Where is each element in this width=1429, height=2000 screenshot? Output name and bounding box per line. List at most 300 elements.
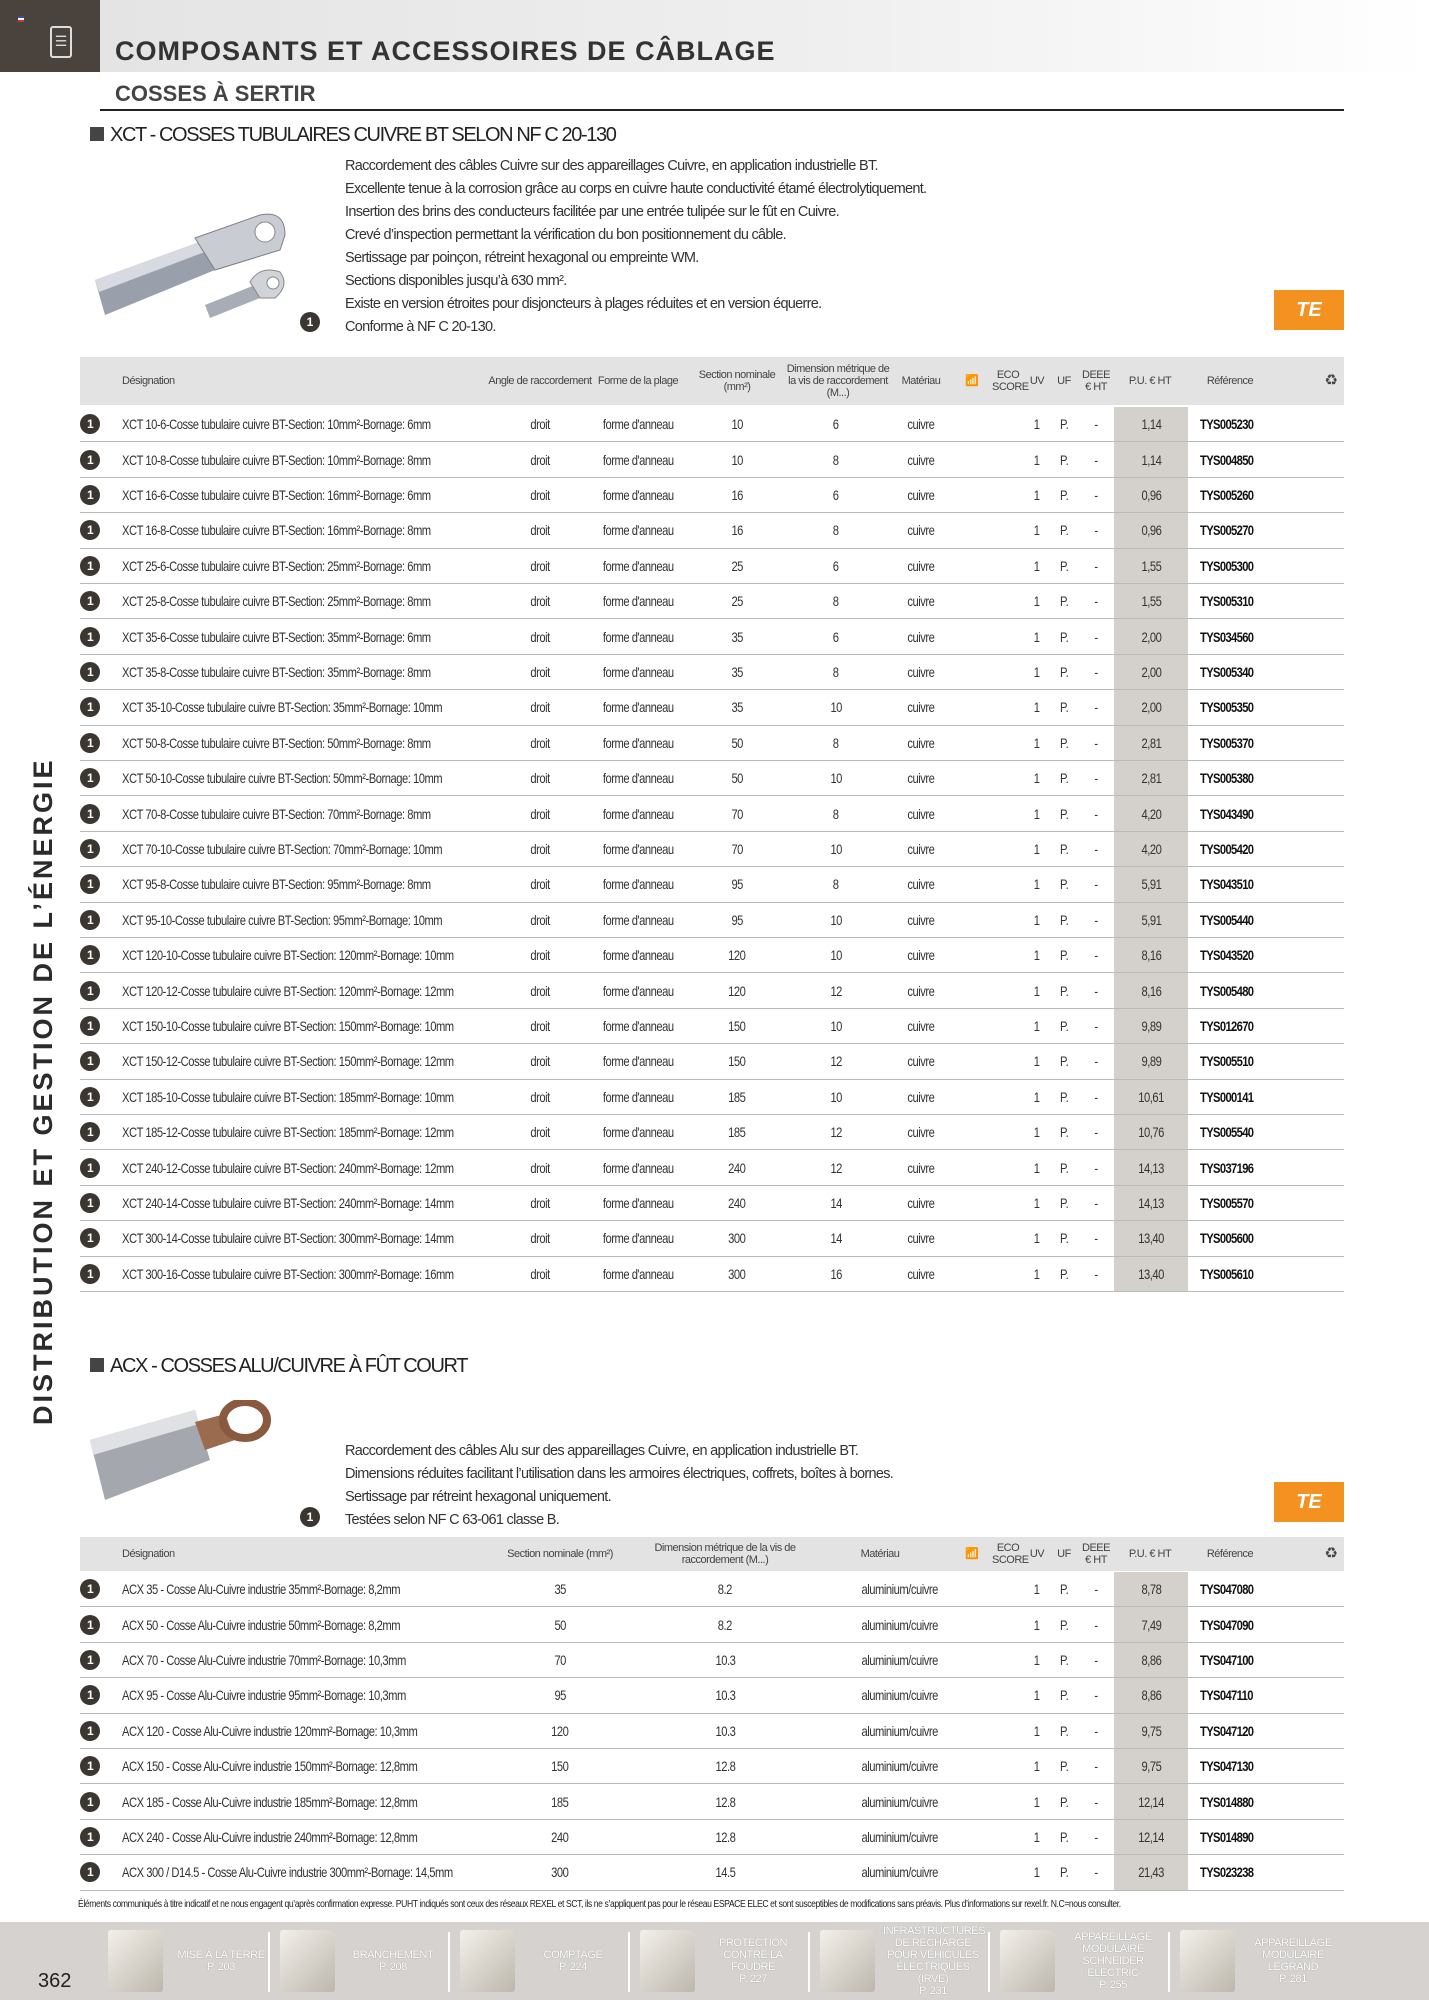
footer-link[interactable] — [108, 1926, 271, 1996]
table-row[interactable] — [80, 1080, 1344, 1115]
forme-cell — [595, 1257, 681, 1291]
price-cell — [1114, 655, 1188, 689]
reference[interactable]: TYS005310 — [1200, 593, 1254, 610]
table-row[interactable] — [80, 690, 1344, 725]
reference[interactable]: TYS005570 — [1200, 1194, 1254, 1211]
dimension-cell — [784, 973, 888, 1007]
deee-cell — [1081, 903, 1111, 937]
footer-link[interactable] — [820, 1925, 986, 1997]
forme: forme d'anneau — [602, 593, 674, 610]
table-row[interactable] — [80, 1820, 1344, 1855]
dimension: 10 — [830, 699, 842, 716]
angle: droit — [530, 947, 550, 964]
reference[interactable]: TYS014890 — [1200, 1828, 1254, 1845]
reference[interactable]: TYS005440 — [1200, 911, 1254, 928]
reference-cell[interactable] — [1200, 1186, 1320, 1220]
forme: forme d'anneau — [602, 663, 674, 680]
reference-cell[interactable] — [1200, 796, 1320, 830]
angle: droit — [530, 663, 550, 680]
dimension-cell — [645, 1714, 805, 1748]
section: 70 — [554, 1651, 566, 1668]
angle: droit — [530, 1088, 550, 1105]
page-subtitle: COSSES À SERTIR — [115, 81, 316, 106]
table-row[interactable] — [80, 1784, 1344, 1819]
reference[interactable]: TYS047100 — [1200, 1651, 1254, 1668]
deee: - — [1094, 1864, 1098, 1881]
price: 0,96 — [1141, 522, 1161, 539]
footer-link-page: P. 281 — [1279, 1973, 1307, 1985]
materiau: cuivre — [907, 734, 935, 751]
section: 185 — [551, 1793, 569, 1810]
reference[interactable]: TYS047120 — [1200, 1722, 1254, 1739]
table-row[interactable] — [80, 1855, 1344, 1890]
page-title: COMPOSANTS ET ACCESSOIRES DE CÂBLAGE — [115, 36, 776, 66]
price: 2,00 — [1141, 699, 1161, 716]
acx-title-text: ACX - COSSES ALU/CUIVRE À FÛT COURT — [110, 1355, 468, 1377]
reference[interactable]: TYS005540 — [1200, 1124, 1254, 1141]
angle: droit — [530, 628, 550, 645]
row-badge — [80, 1044, 100, 1078]
reference[interactable]: TYS047110 — [1200, 1687, 1253, 1704]
materiau-cell — [895, 973, 947, 1007]
reference-cell[interactable] — [1200, 1009, 1320, 1043]
forme: forme d'anneau — [602, 451, 674, 468]
footer-link[interactable] — [460, 1926, 623, 1996]
price: 14,13 — [1138, 1159, 1164, 1176]
designation-cell — [122, 1607, 482, 1641]
designation: XCT 35-10-Cosse tubulaire cuivre BT-Section: 35mm²-Bornage: 10mm — [122, 699, 443, 716]
reference-cell[interactable] — [1200, 1115, 1320, 1149]
reference[interactable]: TYS005270 — [1200, 522, 1254, 539]
uf: P. — [1059, 1017, 1069, 1034]
dimension: 8 — [833, 522, 839, 539]
materiau-cell — [895, 478, 947, 512]
dimension-cell — [645, 1820, 805, 1854]
angle-cell — [500, 549, 580, 583]
footer-thumbnail — [280, 1930, 335, 1992]
reference[interactable]: TYS014880 — [1200, 1793, 1254, 1810]
table-row[interactable] — [80, 442, 1344, 477]
designation-cell — [122, 726, 482, 760]
section: 300 — [728, 1265, 746, 1282]
angle-cell — [500, 867, 580, 901]
reference[interactable]: TYS005510 — [1200, 1053, 1254, 1070]
price: 1,55 — [1141, 557, 1161, 574]
angle-cell — [500, 761, 580, 795]
reference[interactable]: TYS034560 — [1200, 628, 1254, 645]
angle-cell — [500, 1044, 580, 1078]
reference[interactable]: TYS023238 — [1200, 1864, 1254, 1881]
price: 4,20 — [1141, 840, 1161, 857]
price-cell — [1114, 867, 1188, 901]
table-row[interactable] — [80, 619, 1344, 654]
uv: 1 — [1034, 699, 1040, 716]
dimension: 16 — [830, 1265, 842, 1282]
reference[interactable]: TYS005230 — [1200, 416, 1254, 433]
footer-link-title: INFRASTRUCTURES DE RECHARGE POUR VÉHICULES ÉLECTRIQUES (IRVE) — [883, 1925, 986, 1985]
row-badge — [80, 1749, 100, 1783]
designation: XCT 25-8-Cosse tubulaire cuivre BT-Section: 25mm²-Bornage: 8mm — [122, 593, 431, 610]
reference-cell[interactable] — [1200, 407, 1320, 441]
price-cell — [1114, 619, 1188, 653]
description-line: Sections disponibles jusqu’à 630 mm². — [345, 273, 567, 289]
col-eco: ECO SCORE — [992, 1542, 1029, 1566]
reference[interactable]: TYS005380 — [1200, 770, 1254, 787]
reference-cell[interactable] — [1200, 655, 1320, 689]
forme-cell — [595, 442, 681, 476]
row-badge — [80, 690, 100, 724]
dimension-cell — [784, 690, 888, 724]
deee-cell — [1081, 832, 1111, 866]
table-row[interactable] — [80, 1643, 1344, 1678]
row-badge — [80, 619, 100, 653]
materiau: aluminium/cuivre — [861, 1581, 939, 1598]
row-badge — [80, 1080, 100, 1114]
price: 13,40 — [1138, 1265, 1164, 1282]
deee: - — [1094, 1581, 1098, 1598]
reference-cell[interactable] — [1200, 1749, 1320, 1783]
reference[interactable]: TYS005610 — [1200, 1265, 1254, 1282]
forme: forme d'anneau — [602, 911, 674, 928]
row-badge — [80, 478, 100, 512]
reference-cell[interactable] — [1200, 1257, 1320, 1291]
deee-cell — [1081, 407, 1111, 441]
reference[interactable]: TYS037196 — [1200, 1159, 1254, 1176]
section-cell — [697, 1044, 777, 1078]
reference-cell[interactable] — [1200, 549, 1320, 583]
forme: forme d'anneau — [602, 770, 674, 787]
uv: 1 — [1034, 663, 1040, 680]
uf-cell — [1054, 832, 1074, 866]
reference[interactable]: TYS005600 — [1200, 1230, 1254, 1247]
designation-cell — [122, 1749, 482, 1783]
reference-cell[interactable] — [1200, 1714, 1320, 1748]
angle: droit — [530, 1159, 550, 1176]
reference-cell[interactable] — [1200, 442, 1320, 476]
dimension: 8 — [833, 451, 839, 468]
deee: - — [1094, 1159, 1098, 1176]
price: 8,16 — [1141, 982, 1161, 999]
reference-cell[interactable] — [1200, 690, 1320, 724]
reference-cell[interactable] — [1200, 1221, 1320, 1255]
designation: XCT 10-6-Cosse tubulaire cuivre BT-Section: 10mm²-Bornage: 6mm — [122, 416, 431, 433]
reference-cell[interactable] — [1200, 619, 1320, 653]
uf: P. — [1059, 734, 1069, 751]
section-cell — [697, 1009, 777, 1043]
reference[interactable]: TYS005480 — [1200, 982, 1254, 999]
uv: 1 — [1034, 911, 1040, 928]
price: 8,86 — [1141, 1651, 1161, 1668]
reference[interactable]: TYS005420 — [1200, 840, 1254, 857]
price: 9,89 — [1141, 1017, 1161, 1034]
uf-cell — [1054, 1186, 1074, 1220]
deee: - — [1094, 1017, 1098, 1034]
table-row[interactable] — [80, 478, 1344, 513]
badge-1-icon: 1 — [80, 591, 100, 611]
table-row[interactable] — [80, 903, 1344, 938]
reference[interactable]: TYS012670 — [1200, 1017, 1254, 1034]
footer-link[interactable] — [1000, 1926, 1163, 1996]
table-row[interactable] — [80, 1678, 1344, 1713]
reference[interactable]: TYS043510 — [1200, 876, 1254, 893]
uf: P. — [1059, 593, 1069, 610]
deee: - — [1094, 1793, 1098, 1810]
deee: - — [1094, 451, 1098, 468]
price-cell — [1114, 938, 1188, 972]
dimension: 8 — [833, 593, 839, 610]
reference-cell[interactable] — [1200, 584, 1320, 618]
materiau: cuivre — [907, 557, 935, 574]
angle: droit — [530, 734, 550, 751]
dimension: 6 — [833, 486, 839, 503]
dimension: 12.8 — [715, 1758, 735, 1775]
reference[interactable]: TYS047130 — [1200, 1758, 1254, 1775]
reference-cell[interactable] — [1200, 1572, 1320, 1606]
angle-cell — [500, 1009, 580, 1043]
table-row[interactable] — [80, 726, 1344, 761]
table-row[interactable] — [80, 867, 1344, 902]
dimension-cell — [784, 903, 888, 937]
reference[interactable]: TYS004850 — [1200, 451, 1254, 468]
reference-cell[interactable] — [1200, 867, 1320, 901]
forme-cell — [595, 1221, 681, 1255]
deee-cell — [1081, 690, 1111, 724]
deee: - — [1094, 1651, 1098, 1668]
dimension-cell — [645, 1855, 805, 1889]
reference-cell[interactable] — [1200, 761, 1320, 795]
reference-cell[interactable] — [1200, 726, 1320, 760]
deee: - — [1094, 1230, 1098, 1247]
dimension-cell — [784, 549, 888, 583]
table-row[interactable] — [80, 973, 1344, 1008]
footer-link[interactable] — [280, 1926, 443, 1996]
forme: forme d'anneau — [602, 699, 674, 716]
materiau-cell — [895, 619, 947, 653]
price-cell — [1114, 973, 1188, 1007]
uv: 1 — [1034, 770, 1040, 787]
materiau: cuivre — [907, 876, 935, 893]
uv: 1 — [1034, 1053, 1040, 1070]
deee-cell — [1081, 1678, 1111, 1712]
price: 1,55 — [1141, 593, 1161, 610]
reference-cell[interactable] — [1200, 938, 1320, 972]
reference[interactable]: TYS005340 — [1200, 663, 1254, 680]
materiau-cell — [895, 726, 947, 760]
price: 7,49 — [1141, 1616, 1161, 1633]
price: 2,81 — [1141, 770, 1161, 787]
reference-cell[interactable] — [1200, 1044, 1320, 1078]
table-row[interactable] — [80, 938, 1344, 973]
reference-cell[interactable] — [1200, 1678, 1320, 1712]
angle: droit — [530, 1124, 550, 1141]
designation: XCT 185-10-Cosse tubulaire cuivre BT-Section: 185mm²-Bornage: 10mm — [122, 1088, 454, 1105]
designation-cell — [122, 903, 482, 937]
materiau-cell — [895, 407, 947, 441]
table-row[interactable] — [80, 832, 1344, 867]
section: 35 — [731, 663, 743, 680]
angle-cell — [500, 513, 580, 547]
materiau-cell — [895, 513, 947, 547]
row-badge — [80, 1572, 100, 1606]
designation: ACX 95 - Cosse Alu-Cuivre industrie 95mm²-Bornage: 10,3mm — [122, 1687, 406, 1704]
table-row[interactable] — [80, 1044, 1344, 1079]
uv-cell — [1027, 796, 1047, 830]
table-row[interactable] — [80, 513, 1344, 548]
reference[interactable]: TYS043520 — [1200, 947, 1254, 964]
angle: droit — [530, 911, 550, 928]
section: 10 — [731, 416, 743, 433]
deee-cell — [1081, 761, 1111, 795]
deee-cell — [1081, 1009, 1111, 1043]
materiau-cell — [895, 1257, 947, 1291]
table-row[interactable] — [80, 584, 1344, 619]
uv-cell — [1027, 1678, 1047, 1712]
description-line: Testées selon NF C 63-061 classe B. — [345, 1512, 560, 1528]
reference-cell[interactable] — [1200, 1855, 1320, 1889]
chapter-tab[interactable] — [0, 0, 100, 72]
table-row[interactable] — [80, 1009, 1344, 1044]
table-row[interactable] — [80, 1749, 1344, 1784]
uv-cell — [1027, 1749, 1047, 1783]
table-row[interactable] — [80, 1186, 1344, 1221]
section: 50 — [554, 1616, 566, 1633]
price: 8,16 — [1141, 947, 1161, 964]
uv-cell — [1027, 903, 1047, 937]
reference-cell[interactable] — [1200, 1784, 1320, 1818]
reference-cell[interactable] — [1200, 1607, 1320, 1641]
deee: - — [1094, 1687, 1098, 1704]
dimension-cell — [784, 938, 888, 972]
reference-cell[interactable] — [1200, 1150, 1320, 1184]
forme: forme d'anneau — [602, 1230, 674, 1247]
price: 9,75 — [1141, 1758, 1161, 1775]
designation: XCT 120-12-Cosse tubulaire cuivre BT-Section: 120mm²-Bornage: 12mm — [122, 982, 454, 999]
dimension-cell — [645, 1678, 805, 1712]
col-designation: Désignation — [122, 375, 175, 387]
section-cell — [697, 867, 777, 901]
table-row[interactable] — [80, 1115, 1344, 1150]
section: 120 — [728, 947, 746, 964]
col-forme: Forme de la plage — [597, 375, 679, 387]
table-row[interactable] — [80, 1257, 1344, 1292]
uv: 1 — [1034, 1722, 1040, 1739]
angle: droit — [530, 770, 550, 787]
section: 70 — [731, 840, 743, 857]
section-cell — [697, 832, 777, 866]
uf-cell — [1054, 690, 1074, 724]
reference-cell[interactable] — [1200, 513, 1320, 547]
price-cell — [1114, 1714, 1188, 1748]
reference[interactable]: TYS000141 — [1200, 1088, 1254, 1105]
description-line: Insertion des brins des conducteurs facilitée par une entrée tulipée sur le fût en Cuivre. — [345, 204, 839, 220]
reference[interactable]: TYS047080 — [1200, 1581, 1254, 1598]
footer-link-title: APPAREILLAGE MODULAIRE SCHNEIDER ELECTRIC — [1074, 1931, 1152, 1979]
section: 70 — [731, 805, 743, 822]
reference-cell[interactable] — [1200, 903, 1320, 937]
reference-cell[interactable] — [1200, 973, 1320, 1007]
designation-cell — [122, 549, 482, 583]
badge-1-icon: 1 — [80, 1264, 100, 1284]
footer-separator — [628, 1932, 630, 1992]
angle-cell — [500, 690, 580, 724]
table-row[interactable] — [80, 1607, 1344, 1642]
footer-link-title: COMPTAGE — [543, 1949, 603, 1961]
reference-cell[interactable] — [1200, 1820, 1320, 1854]
footer-separator — [808, 1932, 810, 1992]
row-badge — [80, 1784, 100, 1818]
table-row[interactable] — [80, 1572, 1344, 1607]
reference-cell[interactable] — [1200, 832, 1320, 866]
uv-cell — [1027, 619, 1047, 653]
uv-cell — [1027, 1784, 1047, 1818]
reference[interactable]: TYS005370 — [1200, 734, 1254, 751]
table-row[interactable] — [80, 1150, 1344, 1185]
uf-cell — [1054, 1221, 1074, 1255]
table-row[interactable] — [80, 407, 1344, 442]
reference-cell[interactable] — [1200, 478, 1320, 512]
uv: 1 — [1034, 982, 1040, 999]
uf-cell — [1054, 1009, 1074, 1043]
table-row[interactable] — [80, 655, 1344, 690]
reference[interactable]: TYS005300 — [1200, 557, 1254, 574]
badge-1-icon: 1 — [80, 910, 100, 930]
forme: forme d'anneau — [602, 1159, 674, 1176]
reference[interactable]: TYS005260 — [1200, 486, 1254, 503]
reference[interactable]: TYS043490 — [1200, 805, 1254, 822]
reference-cell[interactable] — [1200, 1643, 1320, 1677]
angle-cell — [500, 1115, 580, 1149]
section-cell — [697, 1115, 777, 1149]
forme: forme d'anneau — [602, 486, 674, 503]
reference[interactable]: TYS005350 — [1200, 699, 1254, 716]
footer-link[interactable] — [1180, 1926, 1343, 1996]
section: 240 — [551, 1828, 569, 1845]
angle: droit — [530, 1230, 550, 1247]
price-cell — [1114, 1186, 1188, 1220]
designation: XCT 120-10-Cosse tubulaire cuivre BT-Section: 120mm²-Bornage: 10mm — [122, 947, 454, 964]
section: 185 — [728, 1088, 746, 1105]
table-row[interactable] — [80, 1714, 1344, 1749]
row-badge — [80, 407, 100, 441]
reference-cell[interactable] — [1200, 1080, 1320, 1114]
footer-link[interactable] — [640, 1926, 803, 1996]
col-eco: ECO SCORE — [992, 369, 1029, 393]
table-row[interactable] — [80, 549, 1344, 584]
designation: XCT 95-10-Cosse tubulaire cuivre BT-Section: 95mm²-Bornage: 10mm — [122, 911, 443, 928]
xct-section-title — [90, 124, 615, 147]
table-row[interactable] — [80, 761, 1344, 796]
acx-description — [345, 1440, 893, 1532]
badge-1-icon: 1 — [80, 1122, 100, 1142]
footer-link-page: P. 208 — [379, 1961, 407, 1973]
uv-cell — [1027, 726, 1047, 760]
dimension: 10 — [830, 947, 842, 964]
materiau: cuivre — [907, 1017, 935, 1034]
row-badge — [80, 513, 100, 547]
angle: droit — [530, 699, 550, 716]
footer-link-label — [1063, 1931, 1163, 1991]
table-row[interactable] — [80, 1221, 1344, 1256]
reference[interactable]: TYS047090 — [1200, 1616, 1254, 1633]
uf: P. — [1059, 1053, 1069, 1070]
table-row[interactable] — [80, 796, 1344, 831]
uv-cell — [1027, 1115, 1047, 1149]
col-deee: DEEE € HT — [1082, 1542, 1110, 1566]
section-cell — [697, 1080, 777, 1114]
designation: XCT 25-6-Cosse tubulaire cuivre BT-Section: 25mm²-Bornage: 6mm — [122, 557, 431, 574]
deee: - — [1094, 1722, 1098, 1739]
designation: XCT 35-8-Cosse tubulaire cuivre BT-Section: 35mm²-Bornage: 8mm — [122, 663, 431, 680]
